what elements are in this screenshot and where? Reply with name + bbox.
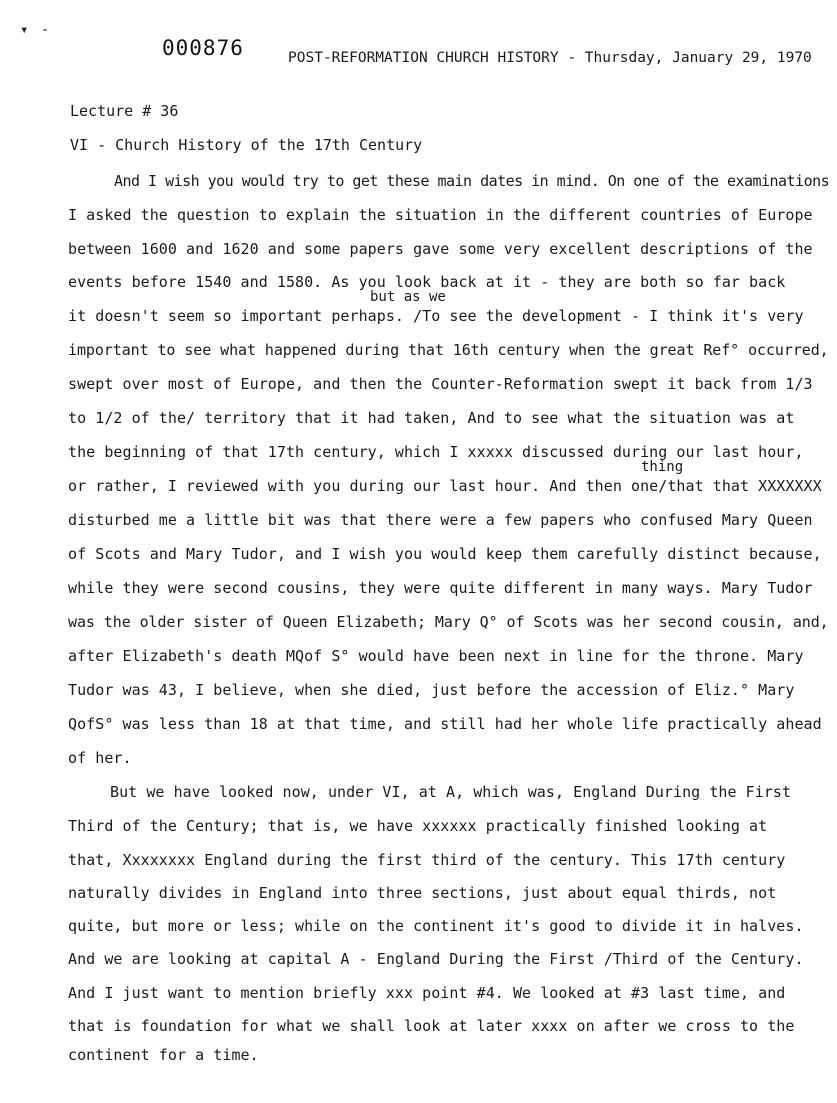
paragraph-line: while they were second cousins, they were quite different in many ways. Mary Tudor (68, 579, 813, 597)
paragraph-line: of her. (68, 749, 132, 767)
paragraph-line: Third of the Century; that is, we have xxxxxx practically finished looking at (68, 817, 768, 835)
paragraph-line: after Elizabeth's death MQof S° would have been next in line for the throne. Mary (68, 647, 804, 665)
stray-ink-mark: ▾ - (20, 22, 52, 38)
section-heading: VI - Church History of the 17th Century (70, 136, 423, 154)
paragraph-line: But we have looked now, under VI, at A, which was, England During the First (110, 783, 792, 801)
paragraph-line: that, Xxxxxxxx England during the first third of the century. This 17th century (68, 851, 786, 869)
header-title: POST-REFORMATION CHURCH HISTORY - Thursday, January 29, 1970 (288, 50, 812, 66)
paragraph-line: I asked the question to explain the situation in the different countries of Europe (68, 206, 813, 224)
paragraph-line: it doesn't seem so important perhaps. /To see the development - I think it's very (68, 307, 804, 325)
interlinear-insert: but as we (370, 289, 446, 305)
paragraph-line: that is foundation for what we shall look at later xxxx on after we cross to the (68, 1017, 795, 1035)
paragraph-line: quite, but more or less; while on the continent it's good to divide it in halves. (68, 917, 804, 935)
paragraph-line: the beginning of that 17th century, which I xxxxx discussed during our last hour, (68, 443, 804, 461)
paragraph-line: disturbed me a little bit was that there were a few papers who confused Mary Queen (68, 511, 813, 529)
paragraph-line: And I just want to mention briefly xxx point #4. We looked at #3 last time, and (68, 984, 786, 1002)
paragraph-line: important to see what happened during that 16th century when the great Ref° occurred, (68, 341, 829, 359)
paragraph-line: or rather, I reviewed with you during our last hour. And then one/that that XXXXXXX (68, 477, 822, 495)
paragraph-line: of Scots and Mary Tudor, and I wish you would keep them carefully distinct because, (68, 545, 822, 563)
paragraph-line: And I wish you would try to get these main dates in mind. On one of the examinations (114, 172, 830, 190)
paragraph-line: to 1/2 of the/ territory that it had taken, And to see what the situation was at (68, 409, 795, 427)
paragraph-line: naturally divides in England into three sections, just about equal thirds, not (68, 884, 777, 902)
paragraph-line: swept over most of Europe, and then the Counter-Reformation swept it back from 1/3 (68, 375, 813, 393)
paragraph-line: between 1600 and 1620 and some papers gave some very excellent descriptions of the (68, 240, 813, 258)
paragraph-line: Tudor was 43, I believe, when she died, just before the accession of Eliz.° Mary (68, 681, 795, 699)
document-number: 000876 (162, 36, 244, 60)
paragraph-line: events before 1540 and 1580. As you look back at it - they are both so far back (68, 273, 786, 291)
paragraph-line: And we are looking at capital A - England During the First /Third of the Century. (68, 950, 804, 968)
interlinear-insert: thing (641, 459, 684, 475)
paragraph-line: QofS° was less than 18 at that time, and still had her whole life practically ahead (68, 715, 822, 733)
lecture-number: Lecture # 36 (70, 102, 179, 120)
paragraph-line: was the older sister of Queen Elizabeth; Mary Q° of Scots was her second cousin, and, (68, 613, 829, 631)
paragraph-line: continent for a time. (68, 1046, 259, 1064)
